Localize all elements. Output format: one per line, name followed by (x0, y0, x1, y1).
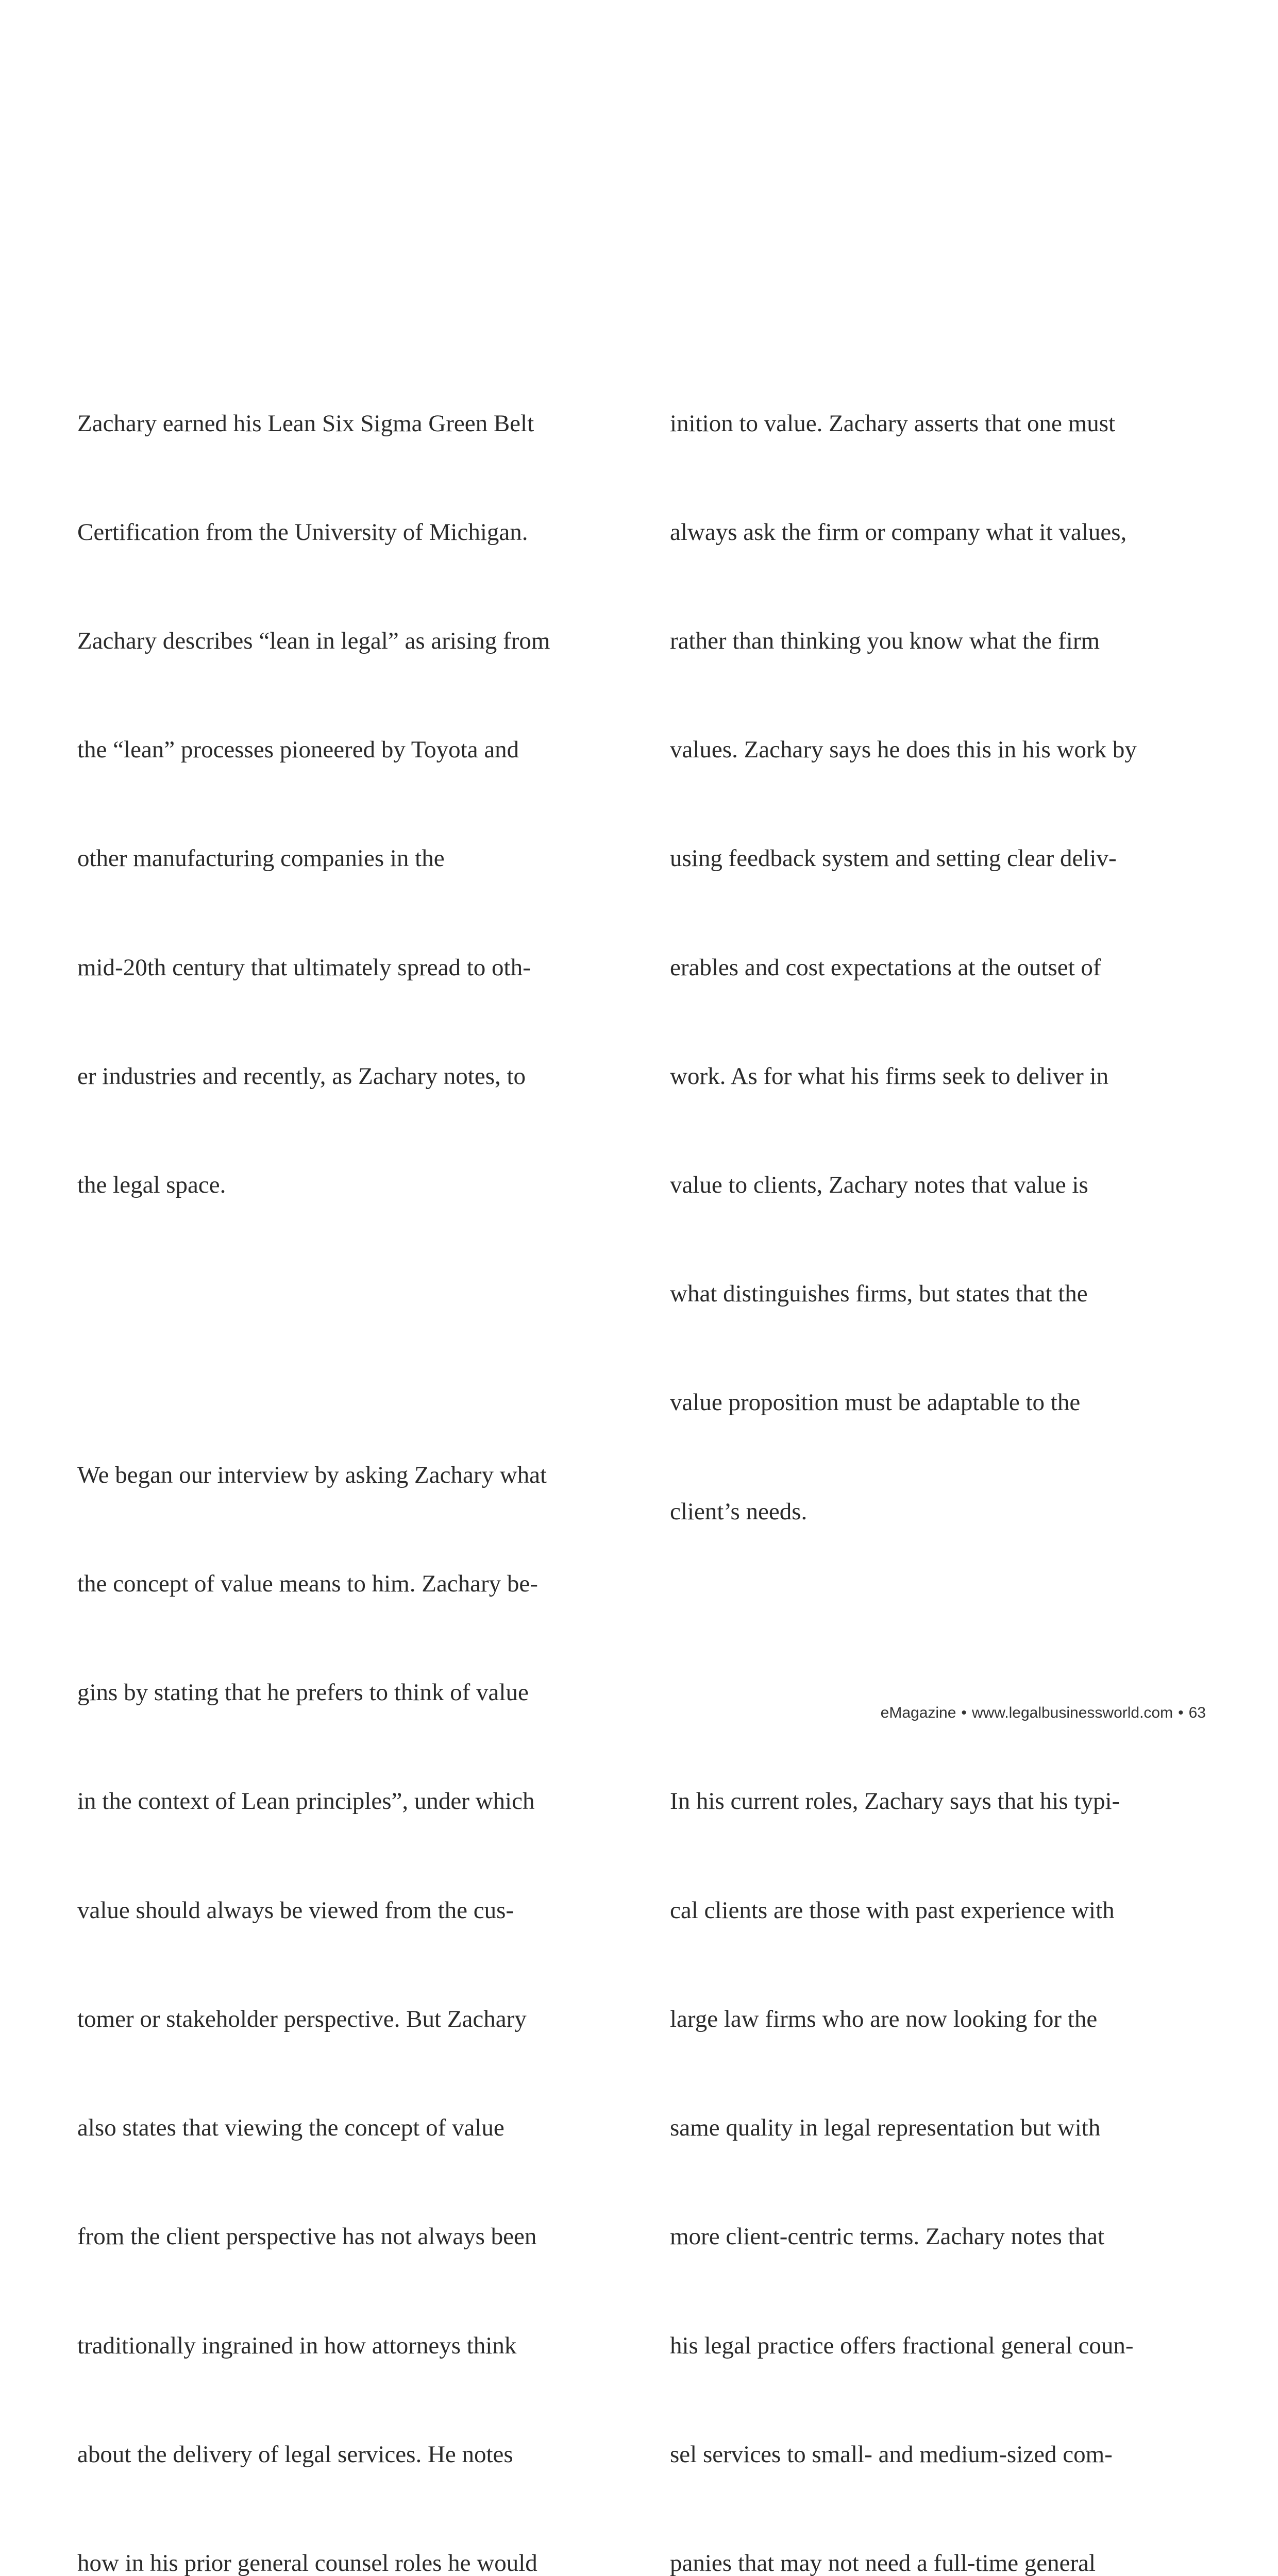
text-line: how in his prior general counsel roles he would (77, 2549, 537, 2576)
text-line: in the context of Lean principles”, under which (77, 1788, 535, 1815)
publication-name: eMagazine (880, 1704, 956, 1721)
text-line: value proposition must be adaptable to the (670, 1389, 1081, 1416)
text-line: In his current roles, Zachary says that his typi- (670, 1788, 1120, 1815)
text-line: what distinguishes firms, but states that the (670, 1280, 1088, 1308)
page-number: 63 (1188, 1704, 1206, 1721)
text-line: Certification from the University of Michigan. (77, 518, 528, 546)
text-line: his legal practice offers fractional general coun- (670, 2332, 1134, 2359)
text-line: Zachary earned his Lean Six Sigma Green Belt (77, 410, 534, 437)
text-line: the concept of value means to him. Zachary be- (77, 1570, 538, 1598)
text-line: client’s needs. (670, 1498, 808, 1525)
text-line: tomer or stakeholder perspective. But Zachary (77, 2005, 527, 2032)
text-line: value should always be viewed from the cus- (77, 1896, 514, 1924)
text-line: gins by stating that he prefers to think of value (77, 1679, 529, 1706)
text-line: Zachary describes “lean in legal” as arising from (77, 628, 550, 655)
text-line: cal clients are those with past experience with (670, 1896, 1115, 1924)
footer-separator: • (1178, 1704, 1184, 1721)
text-line: rather than thinking you know what the firm (670, 628, 1100, 655)
text-line: always ask the firm or company what it values, (670, 518, 1127, 546)
text-line: same quality in legal representation but with (670, 2114, 1101, 2142)
text-line: traditionally ingrained in how attorneys think (77, 2332, 517, 2359)
text-line: using feedback system and setting clear deliv- (670, 845, 1117, 872)
text-line: about the delivery of legal services. He notes (77, 2441, 513, 2468)
text-line: sel services to small- and medium-sized com- (670, 2441, 1113, 2468)
website-link[interactable]: www.legalbusinessworld.com (971, 1704, 1173, 1721)
right-text-column (670, 260, 1216, 2576)
text-line: panies that may not need a full-time general (670, 2549, 1096, 2576)
page-footer (881, 1704, 1206, 1722)
text-line: work. As for what his firms seek to deliver in (670, 1062, 1109, 1090)
paragraph-lean-certification (77, 333, 624, 1276)
text-line: mid-20th century that ultimately spread to oth- (77, 954, 531, 981)
text-line: er industries and recently, as Zachary notes, to (77, 1062, 526, 1090)
text-line: also states that viewing the concept of value (77, 2114, 505, 2142)
paragraph-value-definition (670, 333, 1216, 1602)
text-line: other manufacturing companies in the (77, 845, 445, 872)
text-line: more client-centric terms. Zachary notes that (670, 2223, 1105, 2250)
text-line: the “lean” processes pioneered by Toyota and (77, 736, 519, 764)
left-text-column (77, 260, 624, 2576)
footer-separator: • (961, 1704, 967, 1721)
text-line: inition to value. Zachary asserts that one must (670, 410, 1116, 437)
text-line: We began our interview by asking Zachary what (77, 1461, 547, 1488)
text-line: erables and cost expectations at the outset of (670, 954, 1101, 981)
paragraph-concept-of-value (77, 1384, 624, 2576)
text-line: from the client perspective has not always been (77, 2223, 537, 2250)
text-line: large law firms who are now looking for the (670, 2005, 1098, 2032)
text-line: values. Zachary says he does this in his work by (670, 736, 1137, 764)
text-line: value to clients, Zachary notes that value is (670, 1172, 1088, 1199)
text-line: the legal space. (77, 1172, 226, 1199)
paragraph-current-roles (670, 1711, 1216, 2576)
